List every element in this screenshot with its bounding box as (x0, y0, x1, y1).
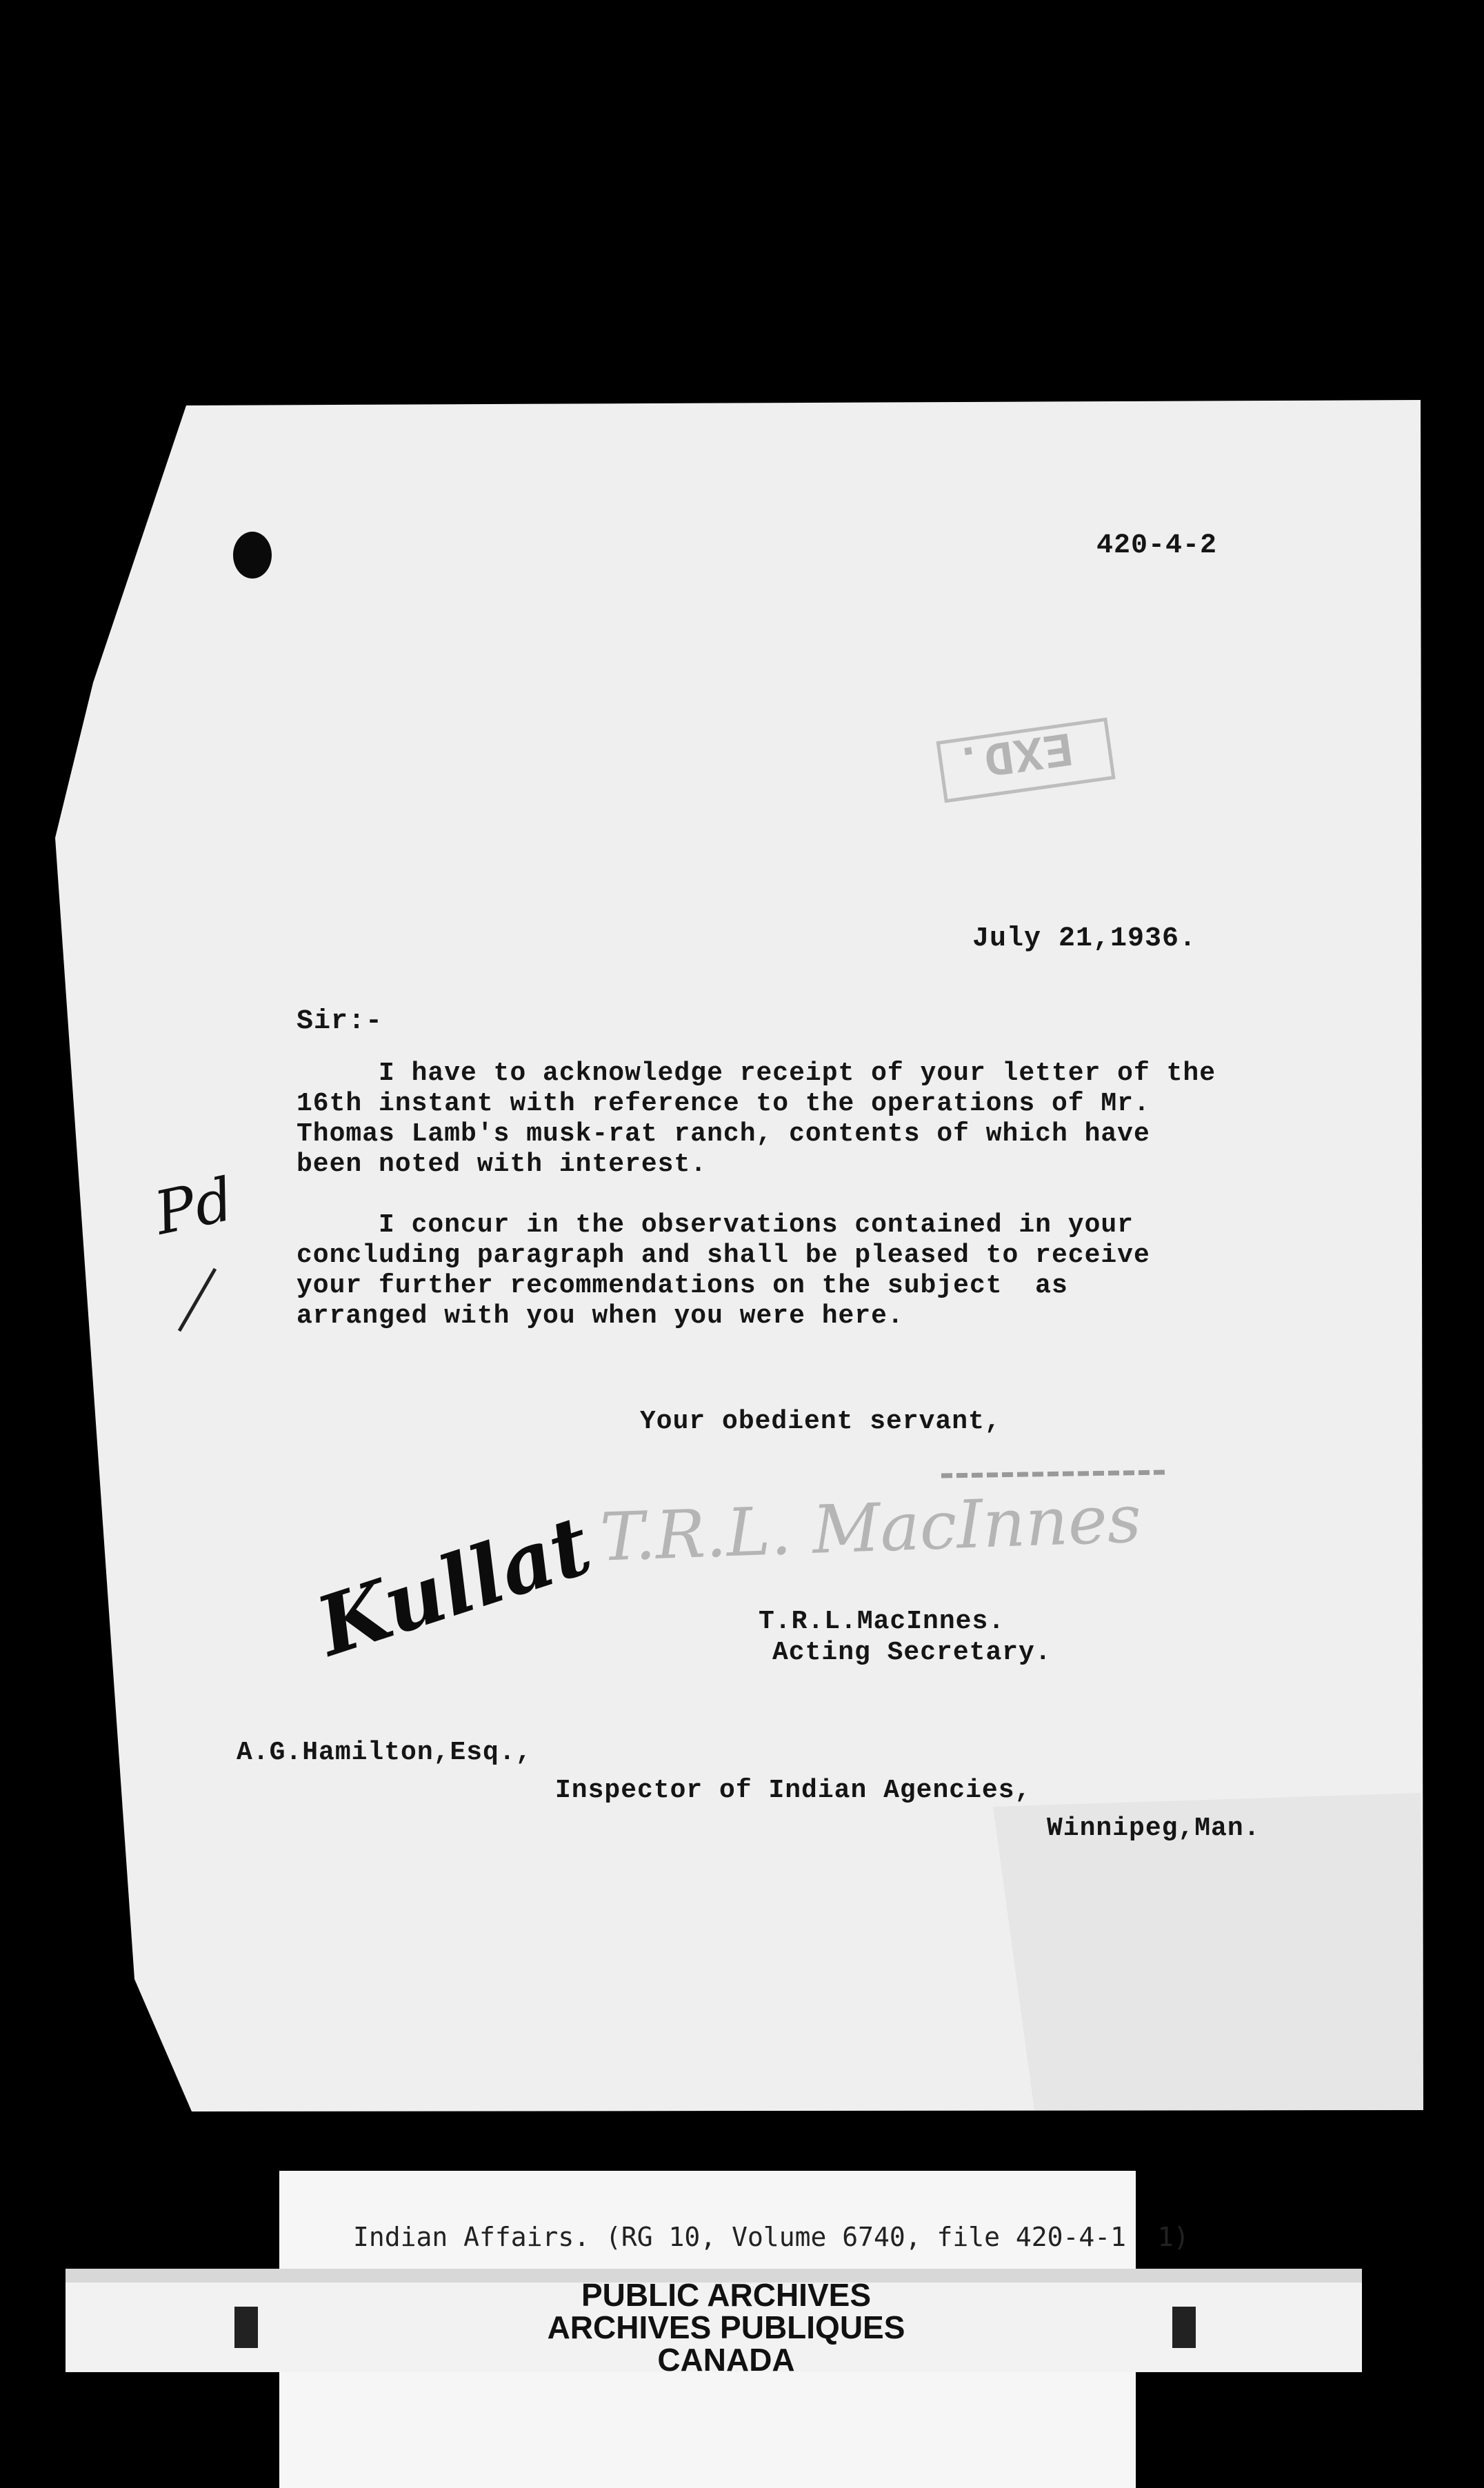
paragraph-line: arranged with you when you were here. (297, 1301, 904, 1331)
addressee-city: Winnipeg,Man. (1047, 1814, 1261, 1843)
received-stamp: EXD. (950, 718, 1076, 789)
paragraph-line: I concur in the observations contained in your (297, 1210, 1134, 1240)
paragraph-line: been noted with interest. (297, 1150, 708, 1179)
faint-signature: T.R.L. MacInnes (599, 1480, 1143, 1576)
signer-title: Acting Secretary. (772, 1638, 1052, 1667)
paragraph-line: your further recommendations on the subject as (297, 1271, 1068, 1301)
archive-title-line-2: ARCHIVES PUBLIQUES (547, 2309, 905, 2345)
binding-clip-right-icon (1172, 2307, 1196, 2348)
closing: Your obedient servant, (640, 1407, 1001, 1436)
paragraph-line: I have to acknowledge receipt of your letter of the (297, 1059, 1216, 1088)
addressee-title: Inspector of Indian Agencies, (555, 1776, 1032, 1805)
margin-mark: Pd (148, 1165, 240, 1249)
file-number: 420-4-2 (1096, 530, 1218, 561)
archive-title-line-1: PUBLIC ARCHIVES (581, 2277, 871, 2313)
handwritten-initials: Kullat (305, 1496, 602, 1675)
salutation: Sir:- (297, 1006, 383, 1037)
paragraph-line: Thomas Lamb's musk-rat ranch, contents of which have (297, 1119, 1150, 1149)
signature-smudge (941, 1472, 1165, 1476)
paragraph-line: 16th instant with reference to the operations of Mr. (297, 1089, 1150, 1118)
binding-clip-left-icon (234, 2307, 258, 2348)
paragraph-line: concluding paragraph and shall be pleased to receive (297, 1241, 1150, 1270)
letter-date: July 21,1936. (972, 923, 1197, 954)
punch-hole-icon (233, 532, 272, 579)
archive-title-line-3: CANADA (657, 2342, 795, 2378)
signer-name: T.R.L.MacInnes. (759, 1607, 1005, 1636)
archive-reference: Indian Affairs. (RG 10, Volume 6740, file 420-4-1 1) (353, 2222, 1190, 2252)
addressee-name: A.G.Hamilton,Esq., (237, 1738, 532, 1767)
